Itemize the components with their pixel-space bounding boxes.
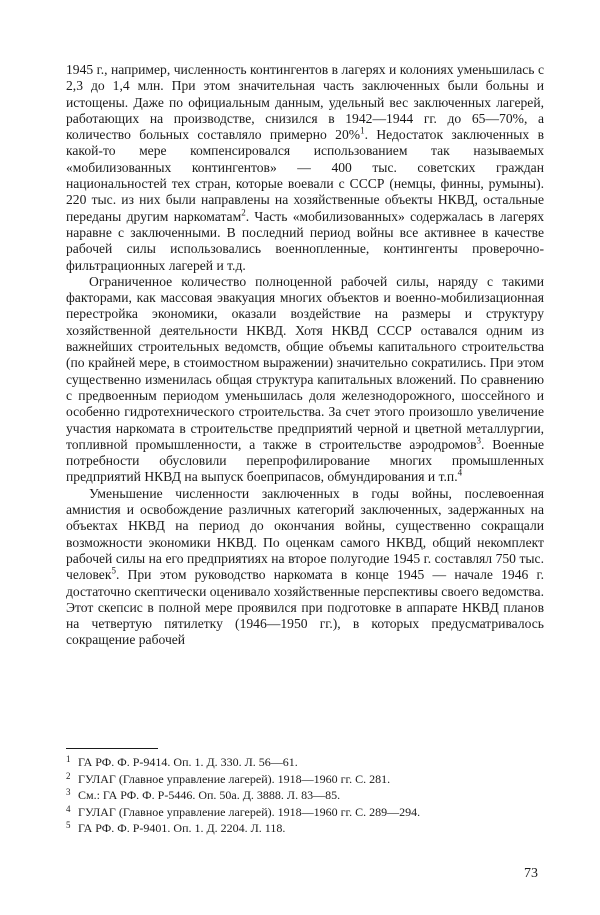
footnote-1 [66, 754, 544, 771]
footnote-number: 5 [66, 820, 71, 831]
paragraph-3 [66, 486, 544, 649]
footnote-separator [66, 748, 158, 749]
footnote-reference: 1 [360, 125, 365, 136]
text-run: 1945 г., например, численность контингентов в лагерях и колониях уменьшилась с 2,3 до 1,4 млн. При этом значительная часть заключенных были больны и истощены. Даже по официальным данным, удельный вес заключенных лагерей, работающих на производстве, снизился в 1942—1944 гг. до 65—70%, а количество больных составляло примерно 20% [66, 62, 544, 143]
paragraph-2 [66, 274, 544, 486]
page-number: 73 [524, 866, 538, 881]
footnote-text: ГУЛАГ (Главное управление лагерей). 1918—1960 гг. С. 289—294. [78, 804, 421, 819]
footnote-2 [66, 771, 544, 788]
footnotes [66, 754, 544, 837]
footnote-number: 4 [66, 803, 71, 814]
footnote-reference: 3 [476, 435, 481, 446]
footnote-5 [66, 820, 544, 837]
footnote-reference: 2 [241, 207, 246, 218]
footnote-number: 3 [66, 787, 71, 798]
text-run: . При этом руководство наркомата в конце 1945 — начале 1946 г. достаточно скептически оценивало хозяйственные перспективы своего ведомства. Этот скепсис в полной мере проявился при подготовке в аппарате НКВД планов на четвертую пятилетку (1946—1950 гг.), в которых предусматривалось сокращение рабочей [66, 567, 544, 648]
footnote-3 [66, 787, 544, 804]
text-run: Ограниченное количество полноценной рабочей силы, наряду с такими факторами, как массовая эвакуация многих объектов и военно-мобилизационная перестройка экономики, оказали воздействие на размеры и структуру хозяйственной деятельности НКВД. Хотя НКВД СССР оставался одним из важнейших строительных ведомств, общие объемы капитального строительства (по крайней мере, в стоимостном выражении) значительно сократились. При этом существенно изменилась общая структура капитальных вложений. По сравнению с предвоенным периодом уменьшилась доля железнодорожного, шоссейного и особенно гидротехнического строительства. За счет этого произошло увеличение участия наркомата в строительстве предприятий черной и цветной металлургии, топливной промышленности, а также в строительстве аэродромов [66, 273, 544, 452]
footnote-number: 2 [66, 770, 71, 781]
paragraph-1 [66, 62, 544, 274]
main-text [66, 62, 544, 649]
footnote-text: ГУЛАГ (Главное управление лагерей). 1918—1960 гг. С. 281. [78, 771, 391, 786]
footnote-text: ГА РФ. Ф. Р-9401. Оп. 1. Д. 2204. Л. 118. [78, 821, 286, 836]
footnote-text: См.: ГА РФ. Ф. Р-5446. Оп. 50а. Д. 3888. Л. 83—85. [78, 788, 341, 803]
footnote-reference: 4 [457, 467, 463, 478]
text-run: . Военные потребности обусловили перепрофилирование многих промышленных предприятий НКВД на выпуск боеприпасов, обмундирования и т.п. [66, 436, 545, 485]
text-run: . Часть «мобилизованных» содержалась в лагерях наравне с заключенными. В последний период войны все активнее в качестве рабочей силы использовались военнопленные, контингенты проверочно-фильтрационных лагерей и т.д. [66, 208, 544, 273]
footnote-4 [66, 804, 544, 821]
text-run: . Недостаток заключенных в какой-то мере компенсировался использованием так называемых «мобилизованных контингентов» — 400 тыс. советских граждан национальностей тех стран, которые воевали с СССР (немцы, финны, румыны). 220 тыс. из них были направлены на хозяйственные объекты НКВД, остальные переданы другим наркоматам [66, 127, 544, 224]
text-run: Уменьшение численности заключенных в годы войны, послевоенная амнистия и освобождение различных категорий заключенных, задержанных на объектах НКВД на период до окончания войны, существенно сокращали возможности экономики НКВД. По оценкам самого НКВД, общий некомплект рабочей силы на его предприятиях на второе полугодие 1945 г. составлял 750 тыс. человек [66, 485, 544, 583]
footnote-reference: 5 [111, 565, 116, 576]
footnote-number: 1 [66, 754, 71, 764]
footnote-text: ГА РФ. Ф. Р-9414. Оп. 1. Д. 330. Л. 56—61. [78, 755, 298, 769]
